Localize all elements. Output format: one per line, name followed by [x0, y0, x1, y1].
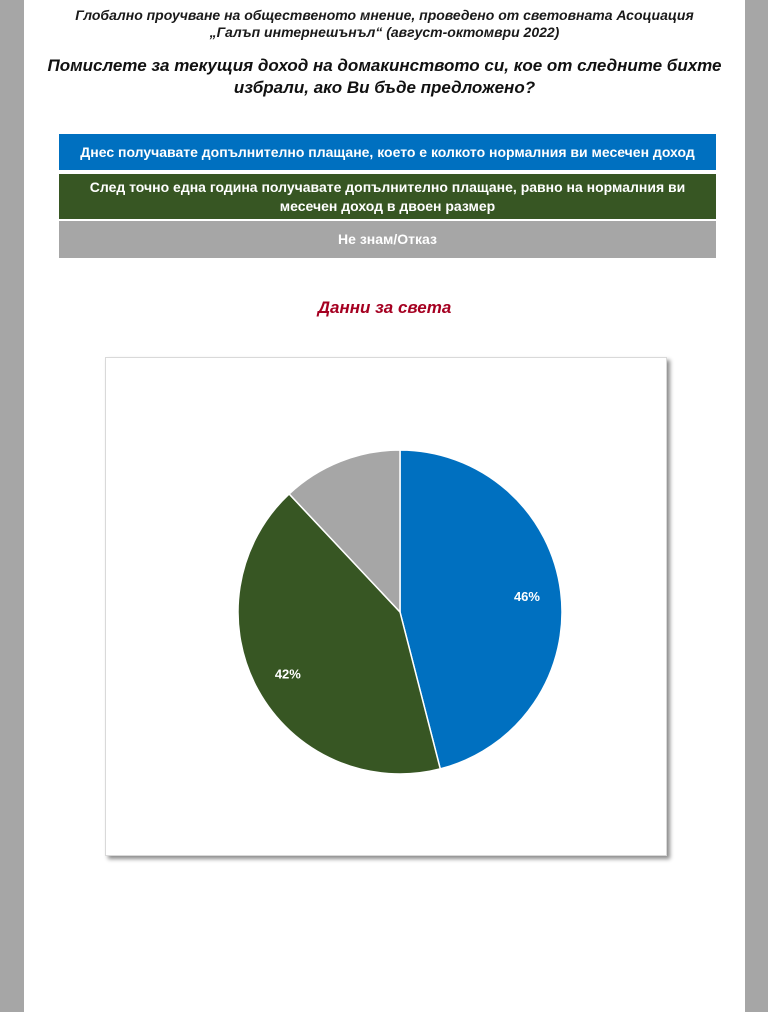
legend-item-label: Днес получавате допълнително плащане, което е колкото нормалния ви месечен доход: [80, 143, 695, 160]
legend-item-dont-know: [59, 221, 716, 258]
report-page: [24, 0, 745, 1012]
pie-label-today-payment: 46%: [513, 588, 540, 604]
legend-item-today-payment: [59, 134, 716, 170]
pie-label-next-year-payment: 42%: [274, 666, 301, 682]
survey-header-line-1: Глобално проучване на общественото мнение, проведено от световната Асоциация: [75, 7, 694, 23]
legend-item-label-line-2: месечен доход в двоен размер: [279, 197, 496, 214]
pie-chart: [106, 358, 666, 855]
question-line-2: избрали, ако Ви бъде предложено?: [233, 78, 536, 97]
pie-chart-panel: [105, 357, 667, 856]
legend-item-label: Не знам/Отказ: [338, 231, 437, 247]
survey-header-line-2: „Галъп интернешънъл“ (август-октомври 2022): [209, 24, 560, 40]
legend-item-next-year-double-payment: [59, 174, 716, 219]
question-line-1: Помислете за текущия доход на домакинството си, кое от следните бихте: [47, 56, 722, 75]
legend-item-label-line-1: След точно една година получавате допълнително плащане, равно на нормалния ви: [89, 178, 686, 195]
chart-title: Данни за света: [317, 298, 452, 317]
